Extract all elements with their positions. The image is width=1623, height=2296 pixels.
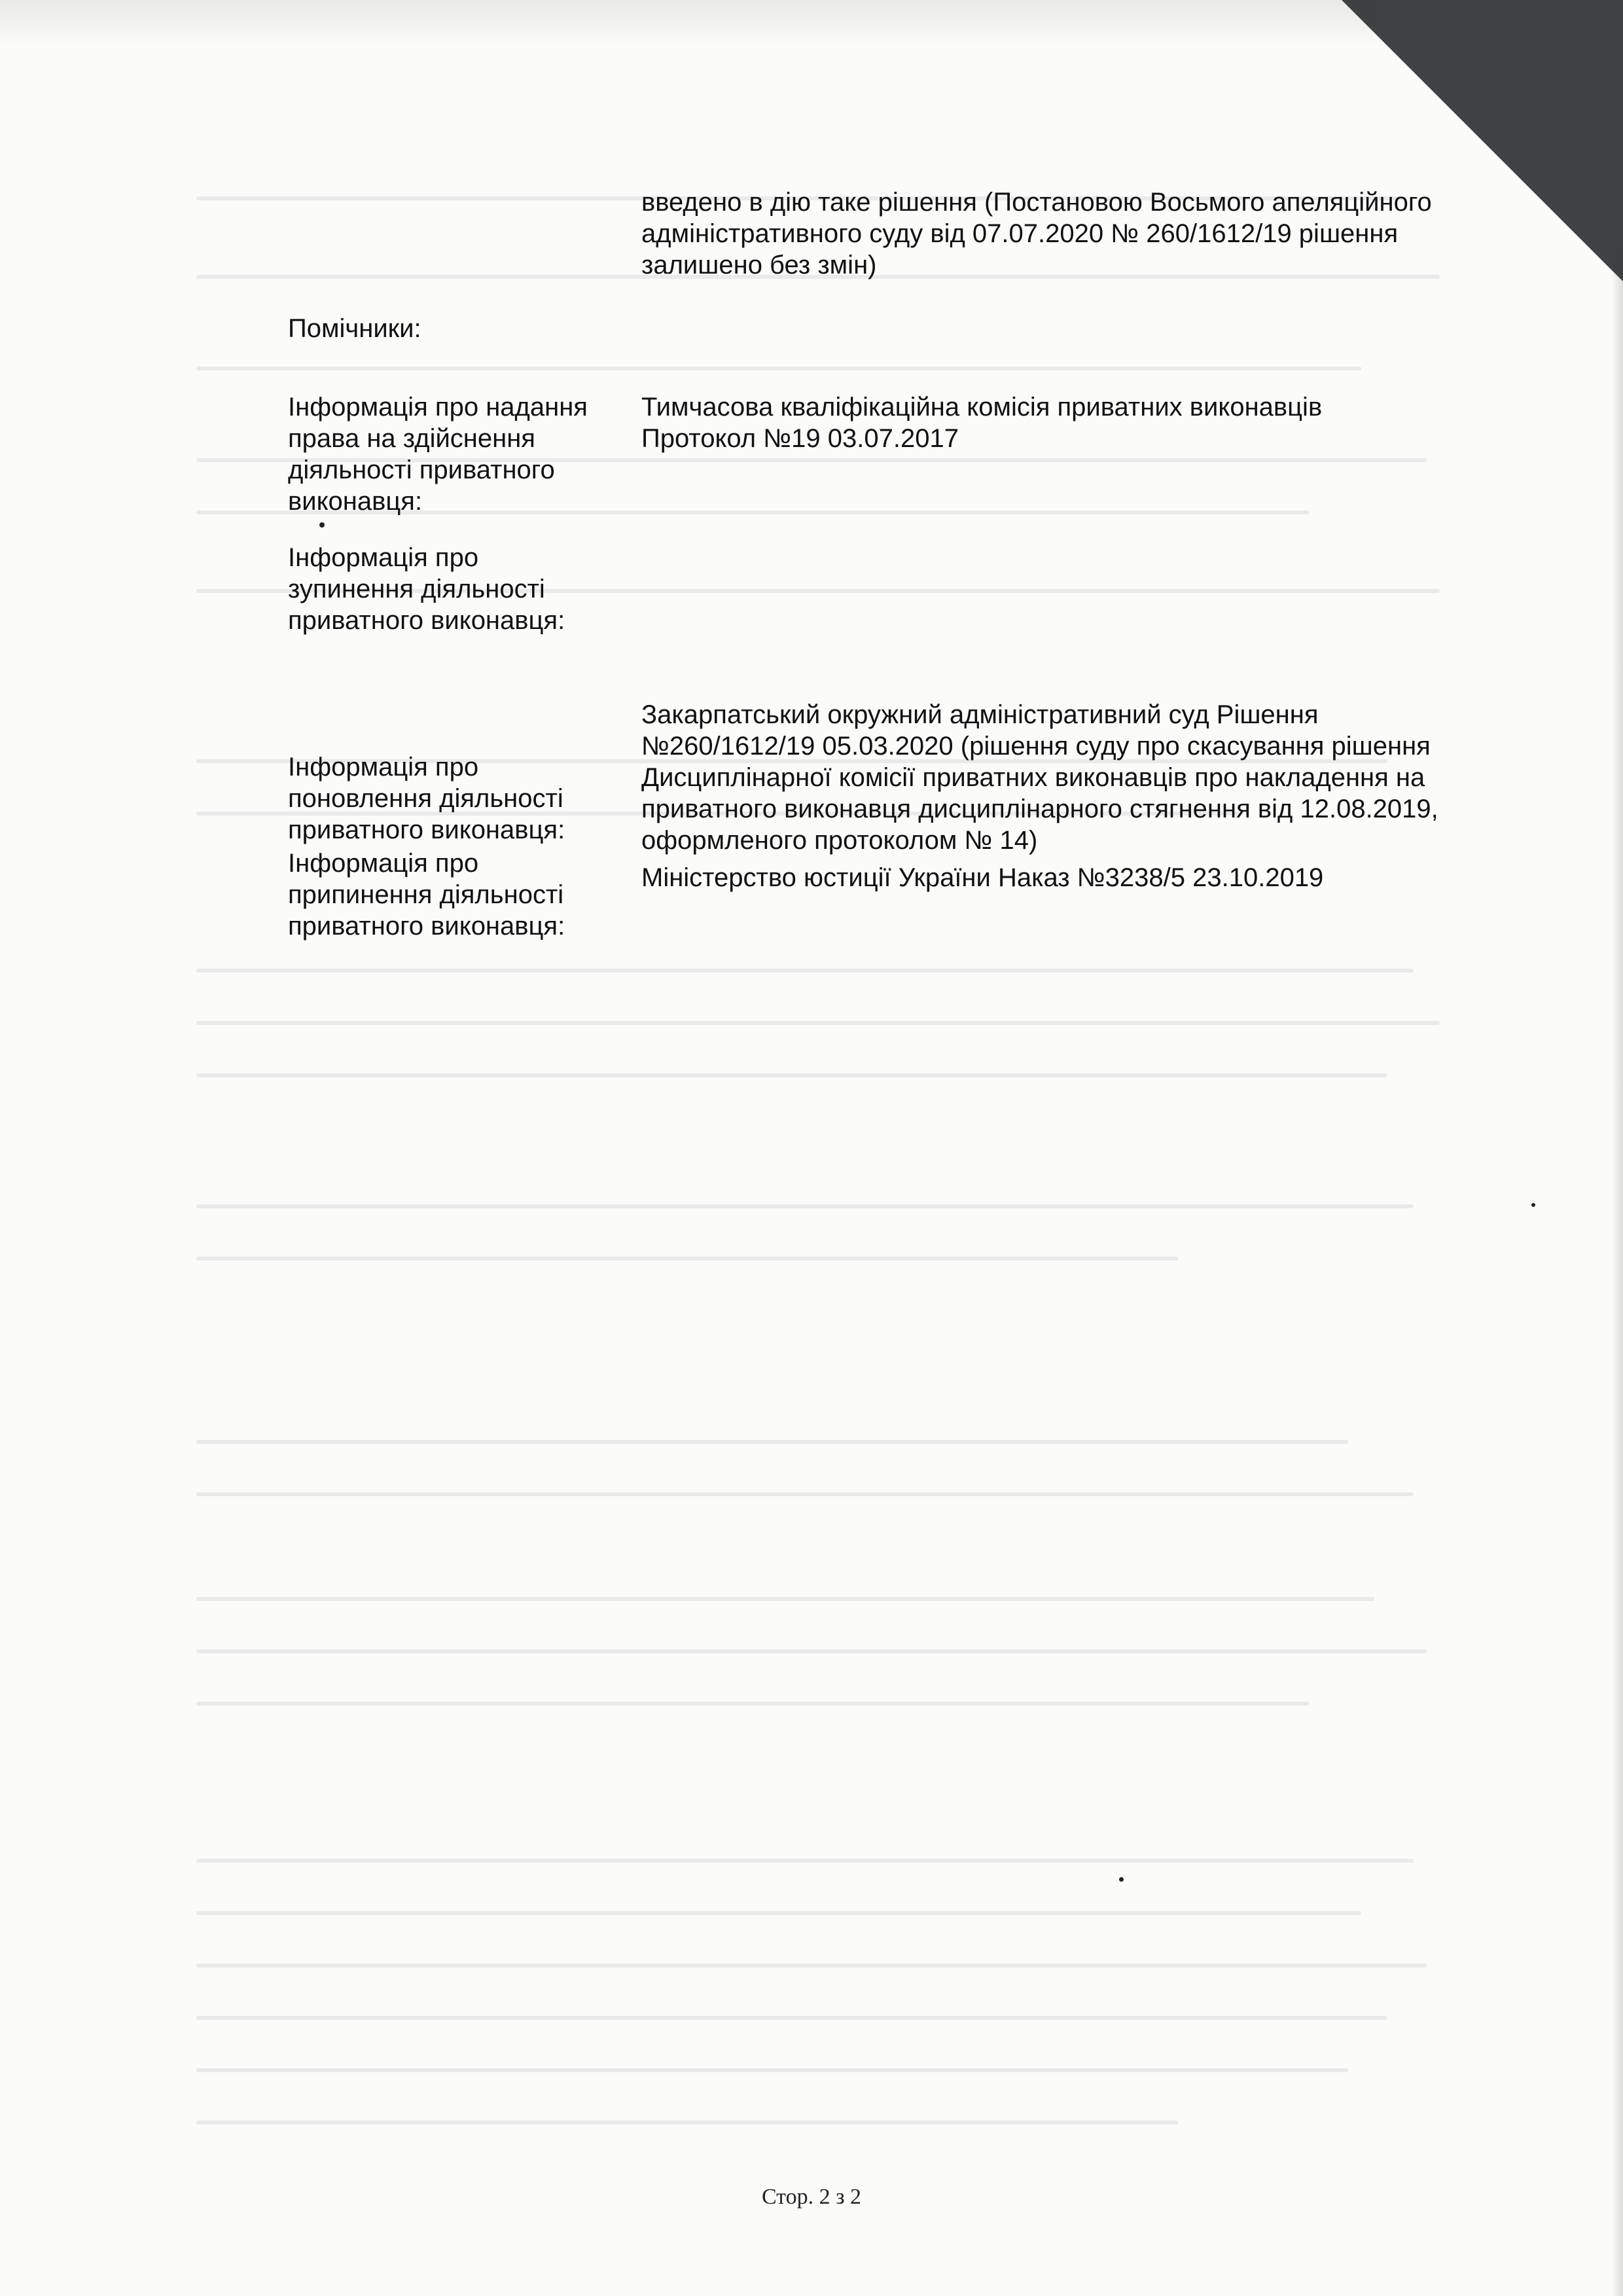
bleed-through [196, 969, 1414, 973]
suspension-label: Інформація про зупинення діяльності приватного виконавця: [288, 543, 565, 635]
bleed-through [196, 1964, 1427, 1967]
assistants-label: Помічники: [288, 314, 421, 343]
scan-speck [1119, 1877, 1124, 1882]
license-grant-label: Інформація про надання права на здійснення діяльності приватного виконавця: [288, 393, 588, 516]
record-row-termination [288, 848, 1531, 942]
record-row-resumption [288, 699, 1531, 856]
bleed-through [196, 1702, 1309, 1706]
bleed-through [196, 1257, 1178, 1261]
bleed-through [196, 2068, 1348, 2072]
bleed-through [196, 1073, 1387, 1077]
scan-speck [319, 522, 325, 528]
bleed-through [196, 1021, 1440, 1025]
page-number: Стор. 2 з 2 [761, 2185, 862, 2209]
bleed-through [196, 1911, 1361, 1915]
bleed-through [196, 1859, 1414, 1863]
bleed-through [196, 1440, 1348, 1444]
bleed-through [196, 1649, 1427, 1653]
scan-speck [1531, 1203, 1535, 1207]
bleed-through [196, 367, 1361, 370]
court-decision-note: введено в дію таке рішення (Постановою Восьмого апеляційного адміністративного суду від 07.07.2020 № 260/1612/19 рішення залишено без змін) [641, 188, 1432, 279]
record-row-license-grant [288, 391, 1531, 517]
resumption-label: Інформація про поновлення діяльності приватного виконавця: [288, 753, 565, 844]
termination-value: Міністерство юстиції України Наказ №3238/5 23.10.2019 [641, 863, 1324, 892]
scan-shadow-top [0, 0, 1374, 46]
record-row-suspension [288, 542, 1531, 636]
record-row-court-decision [288, 187, 1531, 281]
resumption-value: Закарпатський окружний адміністративний суд Рішення №260/1612/19 05.03.2020 (рішення суду про скасування рішення Дисциплінарної комісії приватних виконавців про накладення на приватного виконавця дисциплінарного стягнення від 12.08.2019, оформленого протоколом № 14) [641, 700, 1438, 855]
record-row-assistants [288, 313, 1531, 344]
bleed-through [196, 2121, 1178, 2125]
bleed-through [196, 1204, 1414, 1208]
termination-label: Інформація про припинення діяльності приватного виконавця: [288, 849, 565, 941]
scan-shadow-right [1611, 249, 1623, 2296]
license-grant-value: Тимчасова кваліфікаційна комісія приватних виконавців Протокол №19 03.07.2017 [641, 393, 1323, 453]
bleed-through [196, 1492, 1414, 1496]
bleed-through [196, 1597, 1374, 1601]
bleed-through [196, 2016, 1387, 2020]
